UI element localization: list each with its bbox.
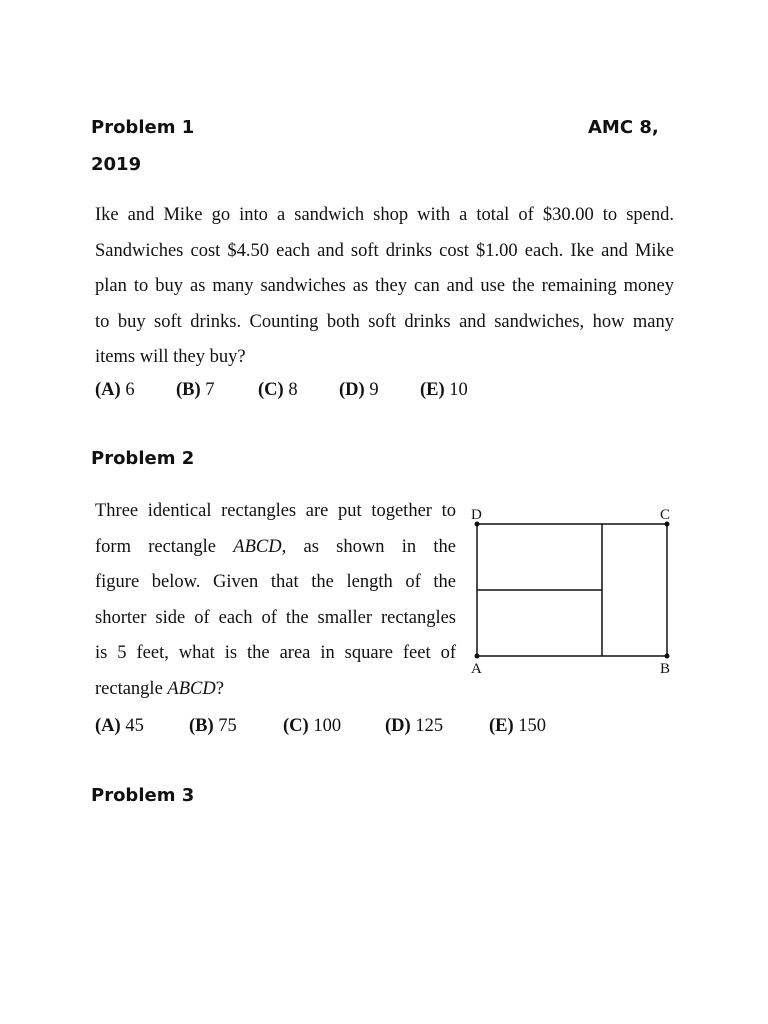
vertex-label-c: C bbox=[660, 507, 671, 523]
problem-1-heading: Problem 1 bbox=[91, 117, 195, 138]
problem-1-source: AMC 8, bbox=[588, 117, 659, 138]
problem-2-line: figure below. Given that the length of the bbox=[95, 572, 456, 592]
answer-choice: (C) 100 bbox=[283, 716, 342, 736]
answer-choice: (B) 7 bbox=[176, 380, 215, 400]
problem-1-line: plan to buy as many sandwiches as they can and use the remaining money bbox=[95, 276, 674, 296]
vertex-b-dot bbox=[665, 654, 670, 659]
problem-1-line: Sandwiches cost $4.50 each and soft drinks cost $1.00 each. Ike and Mike bbox=[95, 240, 674, 261]
problem-3-heading: Problem 3 bbox=[91, 785, 195, 806]
vertex-label-d: D bbox=[471, 507, 482, 523]
problem-2-text bbox=[95, 494, 456, 707]
answer-choice: (C) 8 bbox=[258, 380, 298, 400]
answer-choice: (D) 9 bbox=[339, 380, 379, 400]
problem-1-line: Ike and Mike go into a sandwich shop with a total of $30.00 to spend. bbox=[95, 205, 674, 225]
problem-2-line: shorter side of each of the smaller rectangles bbox=[95, 607, 456, 628]
problem-2-line: form rectangle ABCD, as shown in the bbox=[95, 536, 456, 557]
answer-choice: (E) 10 bbox=[420, 380, 468, 400]
vertex-a-dot bbox=[475, 654, 480, 659]
answer-choice: (A) 6 bbox=[95, 380, 135, 400]
answer-choice: (A) 45 bbox=[95, 716, 144, 736]
problem-2-heading: Problem 2 bbox=[91, 448, 195, 469]
answer-choice: (E) 150 bbox=[489, 716, 547, 736]
problem-1-text bbox=[95, 198, 674, 376]
rectangle-abcd-figure bbox=[462, 503, 682, 683]
problem-2-line: is 5 feet, what is the area in square feet of bbox=[95, 643, 456, 663]
problem-1-line: to buy soft drinks. Counting both soft drinks and sandwiches, how many bbox=[95, 311, 674, 332]
problem-2-line: Three identical rectangles are put together to bbox=[95, 501, 456, 521]
problem-2-line: rectangle ABCD? bbox=[95, 678, 224, 699]
problem-1-source-year: 2019 bbox=[91, 154, 142, 175]
vertex-label-b: B bbox=[660, 661, 671, 677]
vertex-label-a: A bbox=[471, 661, 482, 677]
problem-1-line: items will they buy? bbox=[95, 347, 246, 367]
answer-choice: (B) 75 bbox=[189, 716, 237, 736]
answer-choice: (D) 125 bbox=[385, 716, 444, 736]
